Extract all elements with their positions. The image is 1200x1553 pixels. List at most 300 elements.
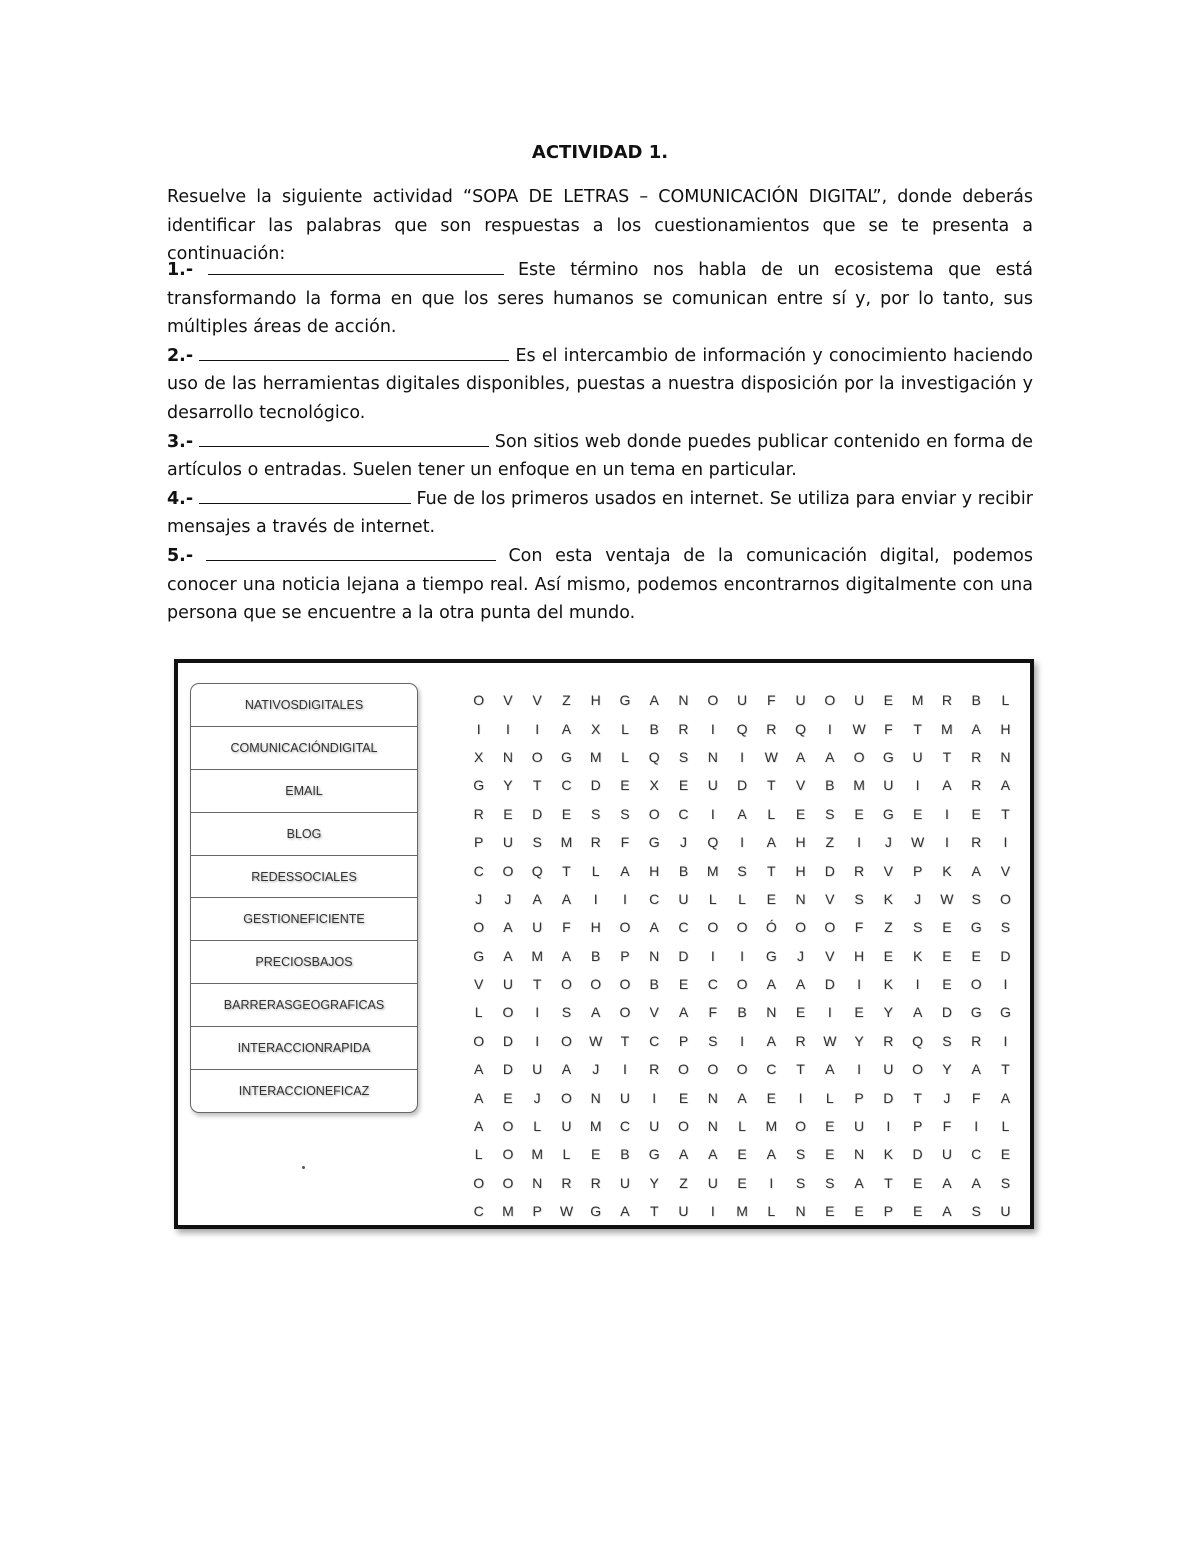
grid-letter[interactable]: I xyxy=(623,1061,627,1078)
grid-letter[interactable]: H xyxy=(590,692,601,709)
grid-letter[interactable]: T xyxy=(767,777,776,794)
grid-letter[interactable]: A xyxy=(561,947,572,964)
grid-letter[interactable]: O xyxy=(853,748,865,765)
grid-letter[interactable]: J xyxy=(943,1089,951,1106)
grid-letter[interactable]: E xyxy=(854,805,864,822)
grid-letter[interactable]: P xyxy=(620,947,630,964)
grid-letter[interactable]: M xyxy=(531,947,543,964)
grid-letter[interactable]: A xyxy=(971,720,981,737)
grid-letter[interactable]: Q xyxy=(795,720,806,737)
grid-letter[interactable]: B xyxy=(737,1004,747,1021)
grid-letter[interactable]: D xyxy=(678,947,689,964)
grid-letter[interactable]: I xyxy=(827,1004,832,1021)
grid-letter[interactable]: D xyxy=(883,1089,894,1106)
grid-letter[interactable]: I xyxy=(857,834,862,851)
grid-letter[interactable]: C xyxy=(766,1061,777,1078)
grid-letter[interactable]: E xyxy=(825,1118,835,1135)
grid-letter[interactable]: A xyxy=(473,1089,484,1106)
grid-letter[interactable]: C xyxy=(619,1118,631,1135)
grid-letter[interactable]: T xyxy=(532,777,542,794)
grid-letter[interactable]: G xyxy=(999,1004,1011,1021)
grid-letter[interactable]: S xyxy=(591,805,601,822)
grid-letter[interactable]: N xyxy=(532,1174,543,1191)
grid-letter[interactable]: O xyxy=(648,805,660,822)
grid-letter[interactable]: L xyxy=(738,1118,746,1135)
grid-letter[interactable]: P xyxy=(532,1203,542,1220)
grid-letter[interactable]: T xyxy=(913,1089,922,1106)
grid-letter[interactable]: A xyxy=(766,1146,776,1163)
grid-letter[interactable]: M xyxy=(736,1203,748,1220)
grid-letter[interactable]: F xyxy=(708,1004,718,1021)
answer-blank[interactable] xyxy=(199,485,411,504)
grid-letter[interactable]: G xyxy=(765,947,777,964)
grid-letter[interactable]: D xyxy=(532,805,543,822)
grid-letter[interactable]: S xyxy=(971,1203,981,1220)
grid-letter[interactable]: U xyxy=(912,748,923,765)
grid-letter[interactable]: O xyxy=(619,1004,631,1021)
grid-letter[interactable]: A xyxy=(766,834,776,851)
grid-letter[interactable]: T xyxy=(767,862,776,879)
grid-letter[interactable]: N xyxy=(1000,748,1011,765)
grid-letter[interactable]: F xyxy=(854,919,864,936)
grid-letter[interactable]: L xyxy=(767,805,776,822)
grid-letter[interactable]: I xyxy=(740,947,744,964)
grid-letter[interactable]: L xyxy=(562,1146,571,1163)
grid-letter[interactable]: E xyxy=(883,947,894,964)
grid-letter[interactable]: W xyxy=(940,890,954,907)
grid-letter[interactable]: I xyxy=(535,1032,540,1049)
grid-letter[interactable]: T xyxy=(1001,805,1010,822)
grid-letter[interactable]: P xyxy=(912,862,923,879)
grid-letter[interactable]: I xyxy=(974,1118,979,1135)
grid-letter[interactable]: A xyxy=(825,748,835,765)
grid-letter[interactable]: G xyxy=(882,748,894,765)
grid-letter[interactable]: E xyxy=(737,1146,747,1163)
grid-letter[interactable]: G xyxy=(970,919,982,936)
grid-letter[interactable]: N xyxy=(854,1146,865,1163)
grid-letter[interactable]: A xyxy=(561,890,572,907)
grid-letter[interactable]: K xyxy=(883,1146,894,1163)
grid-letter[interactable]: E xyxy=(678,1089,689,1106)
grid-letter[interactable]: S xyxy=(795,1146,806,1163)
grid-letter[interactable]: O xyxy=(824,919,836,936)
grid-letter[interactable]: C xyxy=(678,805,689,822)
grid-letter[interactable]: G xyxy=(473,777,485,794)
grid-letter[interactable]: P xyxy=(473,834,484,851)
grid-letter[interactable]: O xyxy=(707,692,719,709)
grid-letter[interactable]: V xyxy=(532,692,542,709)
grid-letter[interactable]: E xyxy=(620,777,630,794)
grid-letter[interactable]: I xyxy=(944,805,949,822)
grid-letter[interactable]: G xyxy=(473,947,485,964)
grid-letter[interactable]: E xyxy=(503,805,513,822)
grid-letter[interactable]: L xyxy=(738,890,746,907)
grid-letter[interactable]: O xyxy=(560,1089,572,1106)
grid-letter[interactable]: V xyxy=(473,976,484,993)
grid-letter[interactable]: I xyxy=(535,720,540,737)
grid-letter[interactable]: L xyxy=(474,1004,483,1021)
grid-letter[interactable]: L xyxy=(591,862,600,879)
grid-letter[interactable]: O xyxy=(502,1004,514,1021)
grid-letter[interactable]: O xyxy=(912,1061,924,1078)
grid-letter[interactable]: Y xyxy=(942,1061,952,1078)
grid-letter[interactable]: O xyxy=(502,862,514,879)
grid-letter[interactable]: T xyxy=(649,1203,659,1220)
grid-letter[interactable]: N xyxy=(678,692,689,709)
grid-letter[interactable]: E xyxy=(1000,1146,1011,1163)
grid-letter[interactable]: D xyxy=(1000,947,1011,964)
grid-letter[interactable]: S xyxy=(1000,919,1011,936)
grid-letter[interactable]: A xyxy=(737,805,747,822)
grid-letter[interactable]: E xyxy=(825,1146,835,1163)
grid-letter[interactable]: R xyxy=(971,834,982,851)
grid-letter[interactable]: V xyxy=(649,1004,659,1021)
grid-letter[interactable]: Q xyxy=(912,1032,924,1049)
grid-letter[interactable]: S xyxy=(708,1032,718,1049)
grid-letter[interactable]: E xyxy=(971,805,981,822)
grid-letter[interactable]: J xyxy=(914,890,922,907)
grid-letter[interactable]: E xyxy=(942,919,952,936)
grid-letter[interactable]: Ó xyxy=(765,919,777,936)
grid-letter[interactable]: W xyxy=(764,748,778,765)
grid-letter[interactable]: Z xyxy=(884,919,893,936)
grid-letter[interactable]: O xyxy=(502,1146,514,1163)
grid-letter[interactable]: E xyxy=(854,1203,864,1220)
grid-letter[interactable]: L xyxy=(1001,1118,1010,1135)
grid-letter[interactable]: M xyxy=(706,862,719,879)
grid-letter[interactable]: E xyxy=(766,1089,776,1106)
grid-letter[interactable]: E xyxy=(912,805,923,822)
grid-letter[interactable]: H xyxy=(795,834,806,851)
grid-letter[interactable]: A xyxy=(532,890,542,907)
grid-letter[interactable]: A xyxy=(971,862,981,879)
grid-letter[interactable]: O xyxy=(678,1061,689,1078)
grid-letter[interactable]: T xyxy=(796,1061,805,1078)
grid-letter[interactable]: G xyxy=(619,692,631,709)
grid-letter[interactable]: A xyxy=(854,1174,864,1191)
grid-letter[interactable]: O xyxy=(795,1118,806,1135)
grid-letter[interactable]: C xyxy=(649,1032,660,1049)
grid-letter[interactable]: L xyxy=(621,720,629,737)
grid-letter[interactable]: W xyxy=(589,1032,603,1049)
grid-letter[interactable]: R xyxy=(678,720,689,737)
grid-letter[interactable]: M xyxy=(765,1118,778,1135)
grid-letter[interactable]: Z xyxy=(679,1174,688,1191)
grid-letter[interactable]: U xyxy=(707,1174,718,1191)
grid-letter[interactable]: A xyxy=(942,1203,952,1220)
answer-blank[interactable] xyxy=(206,542,496,561)
grid-letter[interactable]: L xyxy=(474,1146,483,1163)
grid-letter[interactable]: U xyxy=(941,1146,952,1163)
grid-letter[interactable]: A xyxy=(1000,777,1011,794)
grid-letter[interactable]: I xyxy=(710,720,715,737)
grid-letter[interactable]: U xyxy=(883,777,894,794)
grid-letter[interactable]: N xyxy=(795,1203,806,1220)
grid-letter[interactable]: V xyxy=(503,692,513,709)
grid-letter[interactable]: N xyxy=(707,748,718,765)
grid-letter[interactable]: I xyxy=(476,720,481,737)
grid-letter[interactable]: O xyxy=(619,976,631,993)
grid-letter[interactable]: I xyxy=(827,720,832,737)
grid-letter[interactable]: D xyxy=(590,777,601,794)
grid-letter[interactable]: L xyxy=(621,748,629,765)
grid-letter[interactable]: E xyxy=(912,1203,923,1220)
grid-letter[interactable]: E xyxy=(854,1004,864,1021)
grid-letter[interactable]: H xyxy=(590,919,601,936)
grid-letter[interactable]: T xyxy=(532,976,542,993)
grid-letter[interactable]: O xyxy=(795,919,806,936)
grid-letter[interactable]: A xyxy=(795,976,806,993)
grid-letter[interactable]: E xyxy=(678,777,689,794)
grid-letter[interactable]: D xyxy=(502,1061,513,1078)
grid-letter[interactable]: B xyxy=(649,720,659,737)
grid-letter[interactable]: O xyxy=(531,748,543,765)
grid-letter[interactable]: E xyxy=(795,805,806,822)
grid-letter[interactable]: J xyxy=(533,1089,541,1106)
grid-letter[interactable]: H xyxy=(854,947,865,964)
grid-letter[interactable]: J xyxy=(797,947,805,964)
grid-letter[interactable]: K xyxy=(883,890,894,907)
grid-letter[interactable]: U xyxy=(883,1061,894,1078)
grid-letter[interactable]: R xyxy=(649,1061,660,1078)
grid-letter[interactable]: U xyxy=(502,834,513,851)
grid-letter[interactable]: A xyxy=(766,1032,776,1049)
grid-letter[interactable]: L xyxy=(767,1203,776,1220)
grid-letter[interactable]: G xyxy=(648,834,660,851)
grid-letter[interactable]: M xyxy=(911,692,924,709)
grid-letter[interactable]: L xyxy=(533,1118,542,1135)
grid-letter[interactable]: V xyxy=(825,890,835,907)
grid-letter[interactable]: I xyxy=(740,1032,744,1049)
grid-letter[interactable]: D xyxy=(912,1146,923,1163)
grid-letter[interactable]: D xyxy=(502,1032,513,1049)
grid-letter[interactable]: U xyxy=(619,1089,631,1106)
grid-letter[interactable]: S xyxy=(912,919,923,936)
grid-letter[interactable]: A xyxy=(620,1203,630,1220)
grid-letter[interactable]: X xyxy=(649,777,659,794)
grid-letter[interactable]: F xyxy=(562,919,571,936)
grid-letter[interactable]: G xyxy=(648,1146,660,1163)
grid-letter[interactable]: L xyxy=(825,1089,834,1106)
grid-letter[interactable]: O xyxy=(502,1174,514,1191)
grid-letter[interactable]: R xyxy=(766,720,777,737)
grid-letter[interactable]: A xyxy=(503,919,513,936)
grid-letter[interactable]: I xyxy=(535,1004,540,1021)
grid-letter[interactable]: O xyxy=(473,1032,485,1049)
grid-letter[interactable]: I xyxy=(857,1061,862,1078)
grid-letter[interactable]: N xyxy=(795,890,806,907)
grid-letter[interactable]: E xyxy=(737,1174,747,1191)
grid-letter[interactable]: C xyxy=(678,919,689,936)
grid-letter[interactable]: I xyxy=(623,890,627,907)
grid-letter[interactable]: S xyxy=(1000,1174,1011,1191)
grid-letter[interactable]: X xyxy=(591,720,601,737)
grid-letter[interactable]: Q xyxy=(531,862,543,879)
grid-letter[interactable]: V xyxy=(1000,862,1011,879)
grid-letter[interactable]: R xyxy=(883,1032,894,1049)
grid-letter[interactable]: O xyxy=(619,919,631,936)
grid-letter[interactable]: O xyxy=(707,919,719,936)
grid-letter[interactable]: F xyxy=(620,834,630,851)
grid-letter[interactable]: U xyxy=(561,1118,572,1135)
grid-letter[interactable]: U xyxy=(532,919,543,936)
grid-letter[interactable]: O xyxy=(736,1061,748,1078)
grid-letter[interactable]: J xyxy=(504,890,512,907)
grid-letter[interactable]: E xyxy=(942,947,952,964)
grid-letter[interactable]: A xyxy=(473,1061,484,1078)
grid-letter[interactable]: H xyxy=(1000,720,1011,737)
grid-letter[interactable]: F xyxy=(971,1089,981,1106)
grid-letter[interactable]: S xyxy=(678,748,689,765)
grid-letter[interactable]: S xyxy=(737,862,747,879)
grid-letter[interactable]: A xyxy=(971,1061,981,1078)
grid-letter[interactable]: O xyxy=(736,976,748,993)
grid-letter[interactable]: V xyxy=(825,947,835,964)
grid-letter[interactable]: E xyxy=(971,947,981,964)
grid-letter[interactable]: G xyxy=(590,1203,602,1220)
grid-letter[interactable]: A xyxy=(678,1004,689,1021)
grid-letter[interactable]: L xyxy=(708,890,717,907)
grid-letter[interactable]: A xyxy=(678,1146,689,1163)
grid-letter[interactable]: S xyxy=(825,805,835,822)
grid-letter[interactable]: F xyxy=(942,1118,952,1135)
answer-blank[interactable] xyxy=(199,428,489,447)
grid-letter[interactable]: E xyxy=(825,1203,835,1220)
grid-letter[interactable]: I xyxy=(710,805,715,822)
grid-letter[interactable]: U xyxy=(649,1118,660,1135)
grid-letter[interactable]: I xyxy=(652,1089,657,1106)
grid-letter[interactable]: O xyxy=(736,919,748,936)
grid-letter[interactable]: S xyxy=(942,1032,952,1049)
grid-letter[interactable]: O xyxy=(473,919,485,936)
grid-letter[interactable]: H xyxy=(649,862,660,879)
grid-letter[interactable]: E xyxy=(795,1004,806,1021)
grid-letter[interactable]: Y xyxy=(649,1174,659,1191)
grid-letter[interactable]: B xyxy=(971,692,981,709)
grid-letter[interactable]: A xyxy=(971,1174,981,1191)
grid-letter[interactable]: R xyxy=(971,777,982,794)
grid-letter[interactable]: I xyxy=(798,1089,803,1106)
grid-letter[interactable]: I xyxy=(505,720,510,737)
grid-letter[interactable]: I xyxy=(769,1174,774,1191)
grid-letter[interactable]: C xyxy=(473,1203,484,1220)
grid-letter[interactable]: A xyxy=(942,777,952,794)
grid-letter[interactable]: Q xyxy=(736,720,748,737)
grid-letter[interactable]: S xyxy=(561,1004,572,1021)
grid-letter[interactable]: R xyxy=(971,748,982,765)
grid-letter[interactable]: I xyxy=(1003,976,1008,993)
grid-letter[interactable]: U xyxy=(678,1203,689,1220)
grid-letter[interactable]: B xyxy=(620,1146,630,1163)
grid-letter[interactable]: Y xyxy=(854,1032,864,1049)
grid-letter[interactable]: R xyxy=(473,805,484,822)
grid-letter[interactable]: R xyxy=(971,1032,982,1049)
grid-letter[interactable]: S xyxy=(971,890,981,907)
grid-letter[interactable]: S xyxy=(825,1174,835,1191)
grid-letter[interactable]: O xyxy=(560,976,572,993)
grid-letter[interactable]: O xyxy=(707,1061,719,1078)
grid-letter[interactable]: A xyxy=(591,1004,601,1021)
grid-letter[interactable]: A xyxy=(912,1004,923,1021)
grid-letter[interactable]: O xyxy=(473,692,485,709)
grid-letter[interactable]: M xyxy=(560,834,573,851)
grid-letter[interactable]: U xyxy=(736,692,748,709)
grid-letter[interactable]: T xyxy=(562,862,571,879)
grid-letter[interactable]: A xyxy=(620,862,630,879)
grid-letter[interactable]: H xyxy=(795,862,806,879)
grid-letter[interactable]: A xyxy=(825,1061,835,1078)
grid-letter[interactable]: Y xyxy=(883,1004,894,1021)
grid-letter[interactable]: I xyxy=(1003,834,1008,851)
grid-letter[interactable]: C xyxy=(649,890,660,907)
grid-letter[interactable]: I xyxy=(1003,1032,1008,1049)
grid-letter[interactable]: Y xyxy=(503,777,513,794)
grid-letter[interactable]: G xyxy=(560,748,572,765)
grid-letter[interactable]: N xyxy=(590,1089,601,1106)
grid-letter[interactable]: E xyxy=(766,890,776,907)
answer-blank[interactable] xyxy=(208,256,504,275)
grid-letter[interactable]: R xyxy=(854,862,865,879)
grid-letter[interactable]: M xyxy=(941,720,953,737)
grid-letter[interactable]: U xyxy=(1000,1203,1011,1220)
grid-letter[interactable]: J xyxy=(679,834,687,851)
grid-letter[interactable]: D xyxy=(824,976,835,993)
grid-letter[interactable]: E xyxy=(912,1174,923,1191)
grid-letter[interactable]: C xyxy=(971,1146,982,1163)
grid-letter[interactable]: O xyxy=(473,1174,485,1191)
grid-letter[interactable]: Z xyxy=(825,834,835,851)
grid-letter[interactable]: C xyxy=(561,777,572,794)
grid-letter[interactable]: N xyxy=(649,947,660,964)
grid-letter[interactable]: V xyxy=(883,862,894,879)
grid-letter[interactable]: V xyxy=(795,777,806,794)
grid-letter[interactable]: E xyxy=(883,692,894,709)
grid-letter[interactable]: W xyxy=(559,1203,574,1220)
grid-letter[interactable]: B xyxy=(678,862,689,879)
grid-letter[interactable]: T xyxy=(884,1174,893,1191)
grid-letter[interactable]: P xyxy=(912,1118,923,1135)
grid-letter[interactable]: N xyxy=(707,1118,718,1135)
grid-letter[interactable]: B xyxy=(649,976,659,993)
grid-letter[interactable]: A xyxy=(795,748,806,765)
grid-letter[interactable]: X xyxy=(473,748,484,765)
grid-letter[interactable]: U xyxy=(532,1061,543,1078)
grid-letter[interactable]: K xyxy=(883,976,894,993)
grid-letter[interactable]: P xyxy=(678,1032,689,1049)
grid-letter[interactable]: U xyxy=(854,692,865,709)
grid-letter[interactable]: A xyxy=(1000,1089,1011,1106)
grid-letter[interactable]: F xyxy=(884,720,893,737)
grid-letter[interactable]: B xyxy=(825,777,835,794)
grid-letter[interactable]: A xyxy=(737,1089,747,1106)
grid-letter[interactable]: W xyxy=(852,720,866,737)
grid-letter[interactable]: U xyxy=(619,1174,631,1191)
grid-letter[interactable]: O xyxy=(560,1032,572,1049)
grid-letter[interactable]: J xyxy=(475,890,483,907)
grid-letter[interactable]: U xyxy=(502,976,513,993)
grid-letter[interactable]: M xyxy=(531,1146,543,1163)
grid-letter[interactable]: A xyxy=(649,919,659,936)
grid-letter[interactable]: I xyxy=(740,834,744,851)
grid-letter[interactable]: E xyxy=(678,976,689,993)
grid-letter[interactable]: S xyxy=(854,890,864,907)
grid-letter[interactable]: I xyxy=(740,748,744,765)
grid-letter[interactable]: T xyxy=(620,1032,630,1049)
grid-letter[interactable]: S xyxy=(795,1174,806,1191)
grid-letter[interactable]: E xyxy=(503,1089,513,1106)
grid-letter[interactable]: W xyxy=(911,834,925,851)
grid-letter[interactable]: A xyxy=(942,1174,952,1191)
